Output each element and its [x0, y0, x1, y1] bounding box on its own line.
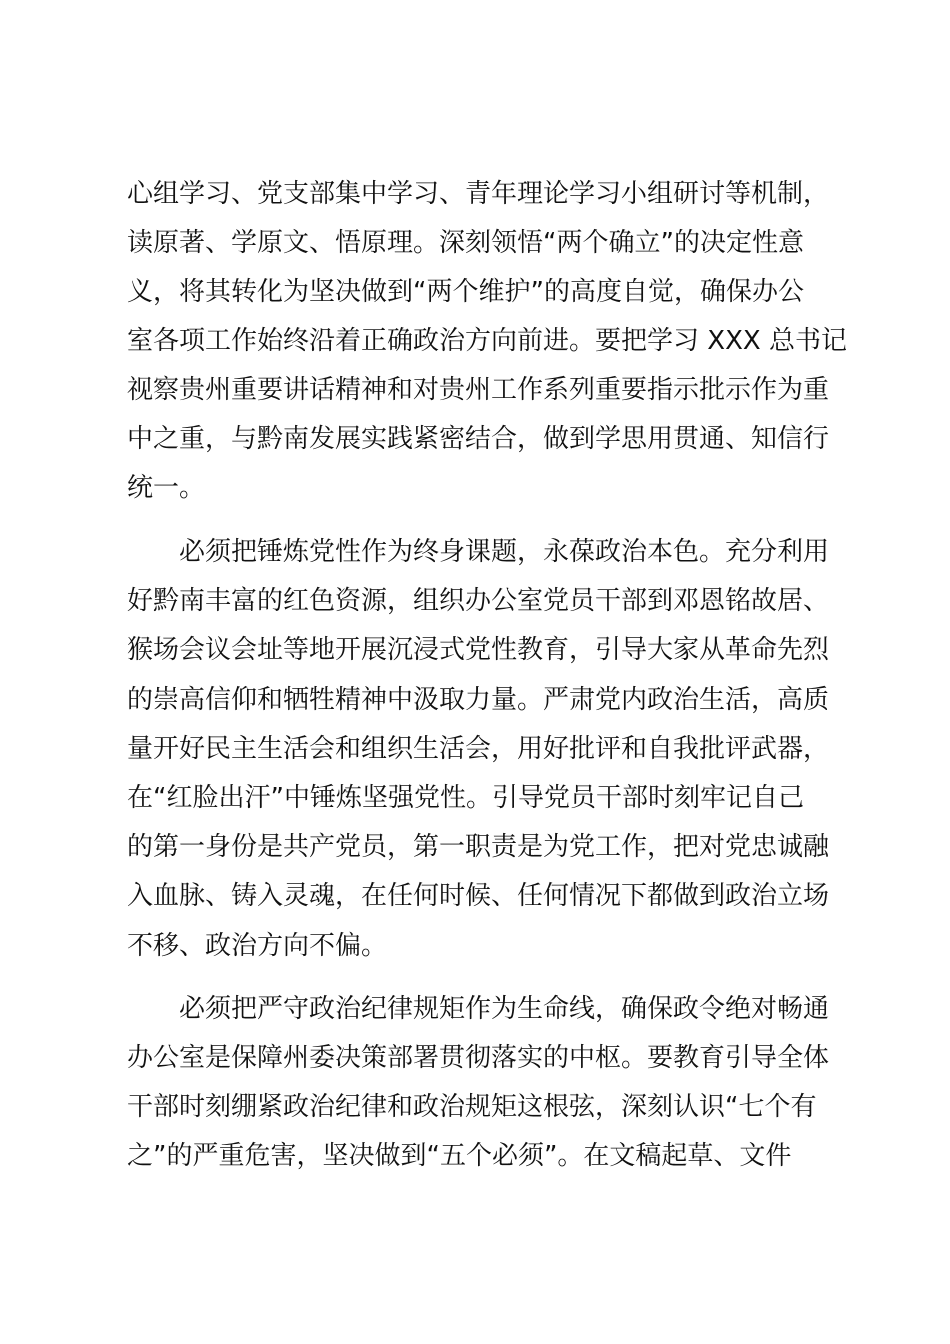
text-line: 猴场会议会址等地开展沉浸式党性教育，引导大家从革命先烈: [127, 635, 830, 665]
text-line: 入血脉、铸入灵魂，在任何时候、任何情况下都做到政治立场: [127, 881, 830, 911]
paragraph-first-line: 必须把严守政治纪律规矩作为生命线，确保政令绝对畅通: [179, 994, 830, 1024]
text-line: 室各项工作始终沿着正确政治方向前进。要把学习 XXX 总书记: [127, 326, 847, 356]
text-line: 读原著、学原文、悟原理。深刻领悟“两个确立”的决定性意: [127, 228, 804, 258]
text-line: 的第一身份是共产党员，第一职责是为党工作，把对党忠诚融: [127, 832, 830, 862]
text-line: 不移、政治方向不偏。: [127, 931, 388, 961]
text-line: 统一。: [127, 473, 206, 503]
text-line: 的崇高信仰和牺牲精神中汲取力量。严肃党内政治生活，高质: [127, 685, 830, 715]
paragraph-first-line: 必须把锤炼党性作为终身课题，永葆政治本色。充分利用: [179, 537, 830, 567]
text-line: 好黔南丰富的红色资源，组织办公室党员干部到邓恩铭故居、: [127, 586, 830, 616]
text-line: 办公室是保障州委决策部署贯彻落实的中枢。要教育引导全体: [127, 1043, 830, 1073]
text-line: 中之重，与黔南发展实践紧密结合，做到学思用贯通、知信行: [127, 424, 830, 454]
text-line: 视察贵州重要讲话精神和对贵州工作系列重要指示批示作为重: [127, 375, 830, 405]
text-line: 干部时刻绷紧政治纪律和政治规矩这根弦，深刻认识“七个有: [127, 1092, 817, 1122]
text-line: 心组学习、党支部集中学习、青年理论学习小组研讨等机制，: [127, 179, 830, 209]
text-line: 在“红脸出汗”中锤炼坚强党性。引导党员干部时刻牢记自己: [127, 783, 804, 813]
text-line: 之”的严重危害，坚决做到“五个必须”。在文稿起草、文件: [127, 1141, 792, 1171]
text-line: 量开好民主生活会和组织生活会，用好批评和自我批评武器，: [127, 734, 830, 764]
text-line: 义，将其转化为坚决做到“两个维护”的高度自觉，确保办公: [127, 277, 804, 307]
